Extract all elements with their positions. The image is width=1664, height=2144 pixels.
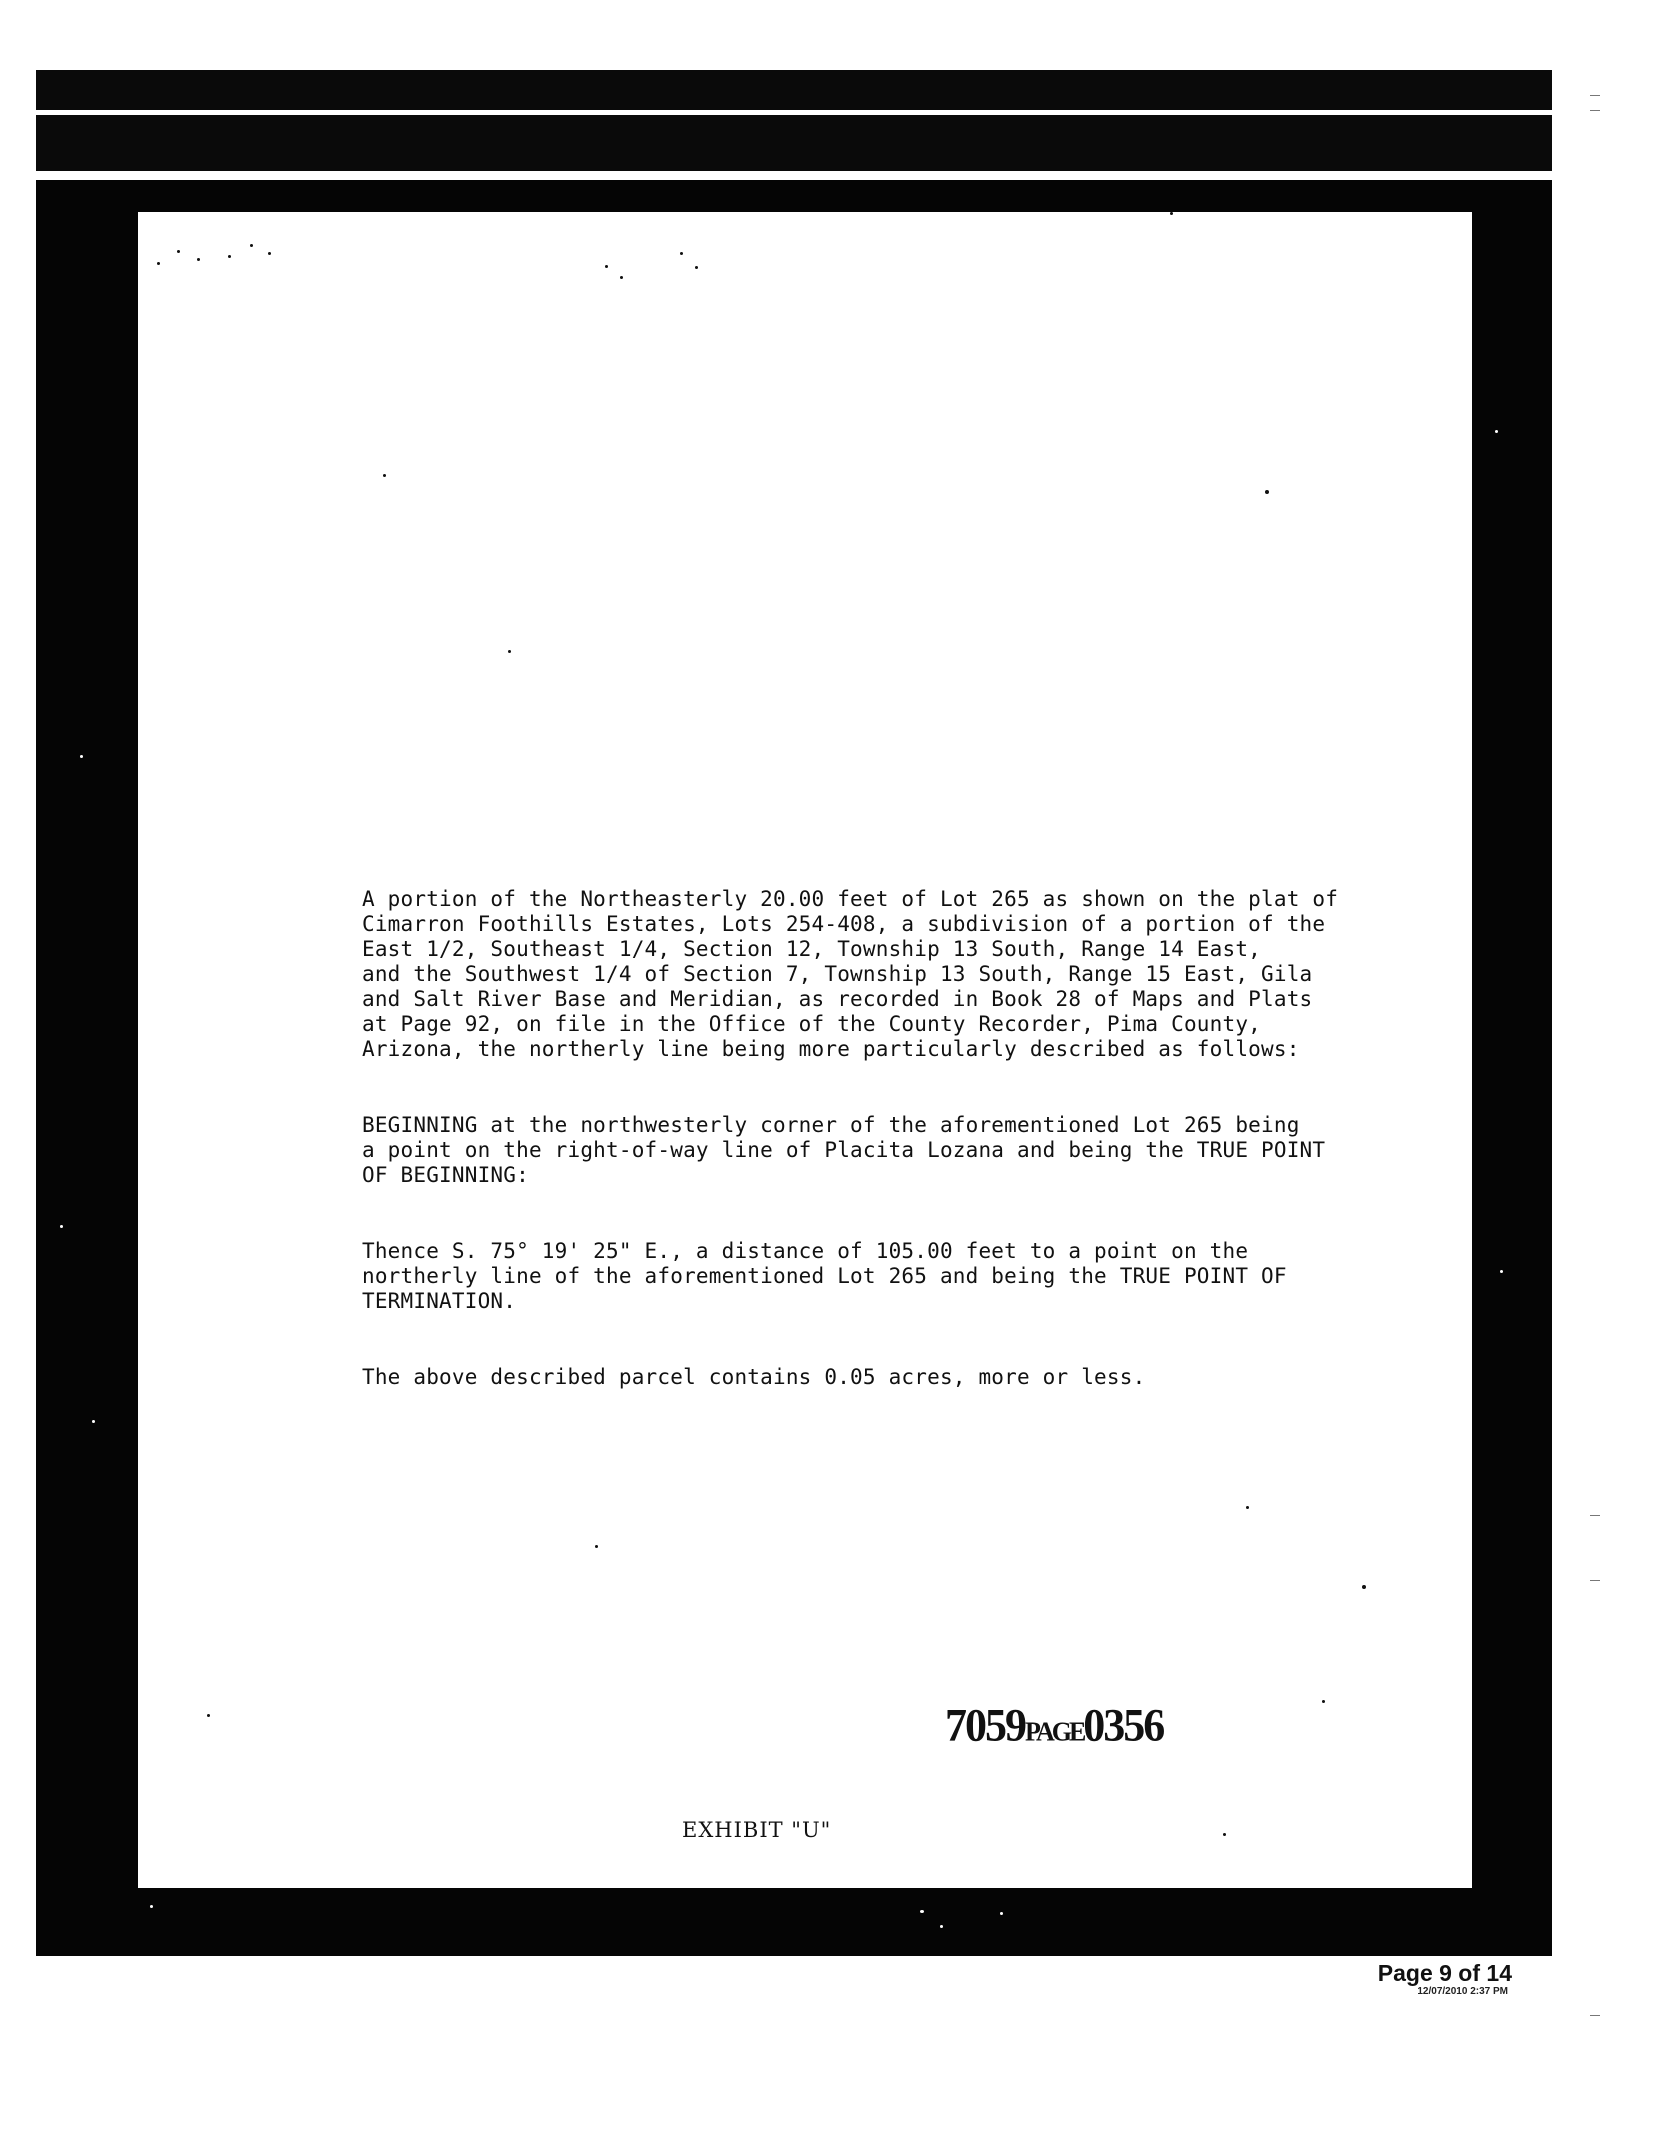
scan-speck [80, 755, 83, 758]
scan-border-header [36, 115, 1552, 171]
stamp-page: 0356 [1083, 1699, 1164, 1752]
paragraph-acreage: The above described parcel contains 0.05 acres, more or less. [362, 1365, 1146, 1389]
scan-speck [620, 276, 623, 279]
scan-speck [250, 244, 253, 247]
scan-speck [1223, 1833, 1226, 1836]
paragraph-portion: A portion of the Northeasterly 20.00 feet of Lot 265 as shown on the plat of Cimarron Foothills Estates, Lots 254-408, a subdivision of a portion of the East 1/2, Southeast 1/4, Section 12, Township 13 South, Range 14 East, and the Southwest 1/4 of Section 7, Township 13 South, Range 15 East, Gila and Salt River Base and Meridian, as recorded in Book 28 of Maps and Plats at Page 92, on file in the Office of the County Recorder, Pima County, Arizona, the northerly line being more particularly described as follows: [362, 887, 1339, 1061]
scan-speck [1362, 1585, 1366, 1589]
scan-speck [695, 266, 698, 269]
scan-speck [1246, 1506, 1249, 1509]
scan-speck [60, 1225, 63, 1228]
scan-speck [1265, 490, 1269, 494]
scan-speck [383, 474, 386, 477]
scan-speck [197, 258, 200, 261]
scan-speck [508, 650, 511, 653]
scan-speck [1000, 1912, 1003, 1915]
stamp-page-label: PAGE [1025, 1716, 1084, 1748]
scan-speck [920, 1910, 924, 1913]
scan-border-top [36, 70, 1552, 110]
recording-stamp [945, 1699, 1185, 1753]
scan-speck [1495, 430, 1498, 433]
scan-speck [207, 1714, 210, 1717]
scan-speck [177, 250, 180, 253]
edge-tick [1590, 110, 1600, 111]
scan-speck [150, 1905, 153, 1908]
print-timestamp: 12/07/2010 2:37 PM [1417, 1986, 1508, 1997]
scan-speck [595, 1545, 598, 1548]
paragraph-beginning: BEGINNING at the northwesterly corner of the aforementioned Lot 265 being a point on the right-of-way line of Placita Lozana and being the TRUE POINT OF BEGINNING: [362, 1113, 1326, 1187]
scan-speck [605, 265, 608, 268]
scan-speck [1170, 212, 1173, 215]
stamp-book: 7059 [945, 1699, 1025, 1752]
scan-speck [228, 255, 231, 258]
scan-speck [940, 1925, 943, 1928]
legal-description [362, 862, 1402, 1441]
scan-speck [268, 252, 271, 255]
edge-tick [1590, 1515, 1600, 1516]
scan-speck [157, 262, 160, 265]
exhibit-label: EXHIBIT "U" [682, 1818, 832, 1842]
edge-tick [1590, 95, 1600, 96]
edge-tick [1590, 2015, 1600, 2016]
scan-speck [1322, 1700, 1325, 1703]
scan-speck [1500, 1270, 1503, 1273]
edge-tick [1590, 1580, 1600, 1581]
paragraph-thence: Thence S. 75° 19' 25" E., a distance of 105.00 feet to a point on the northerly line of the aforementioned Lot 265 and being the TRUE POINT OF TERMINATION. [362, 1239, 1287, 1313]
scan-speck [92, 1420, 95, 1423]
scan-speck [680, 252, 683, 255]
page-indicator: Page 9 of 14 [1377, 1960, 1512, 1986]
